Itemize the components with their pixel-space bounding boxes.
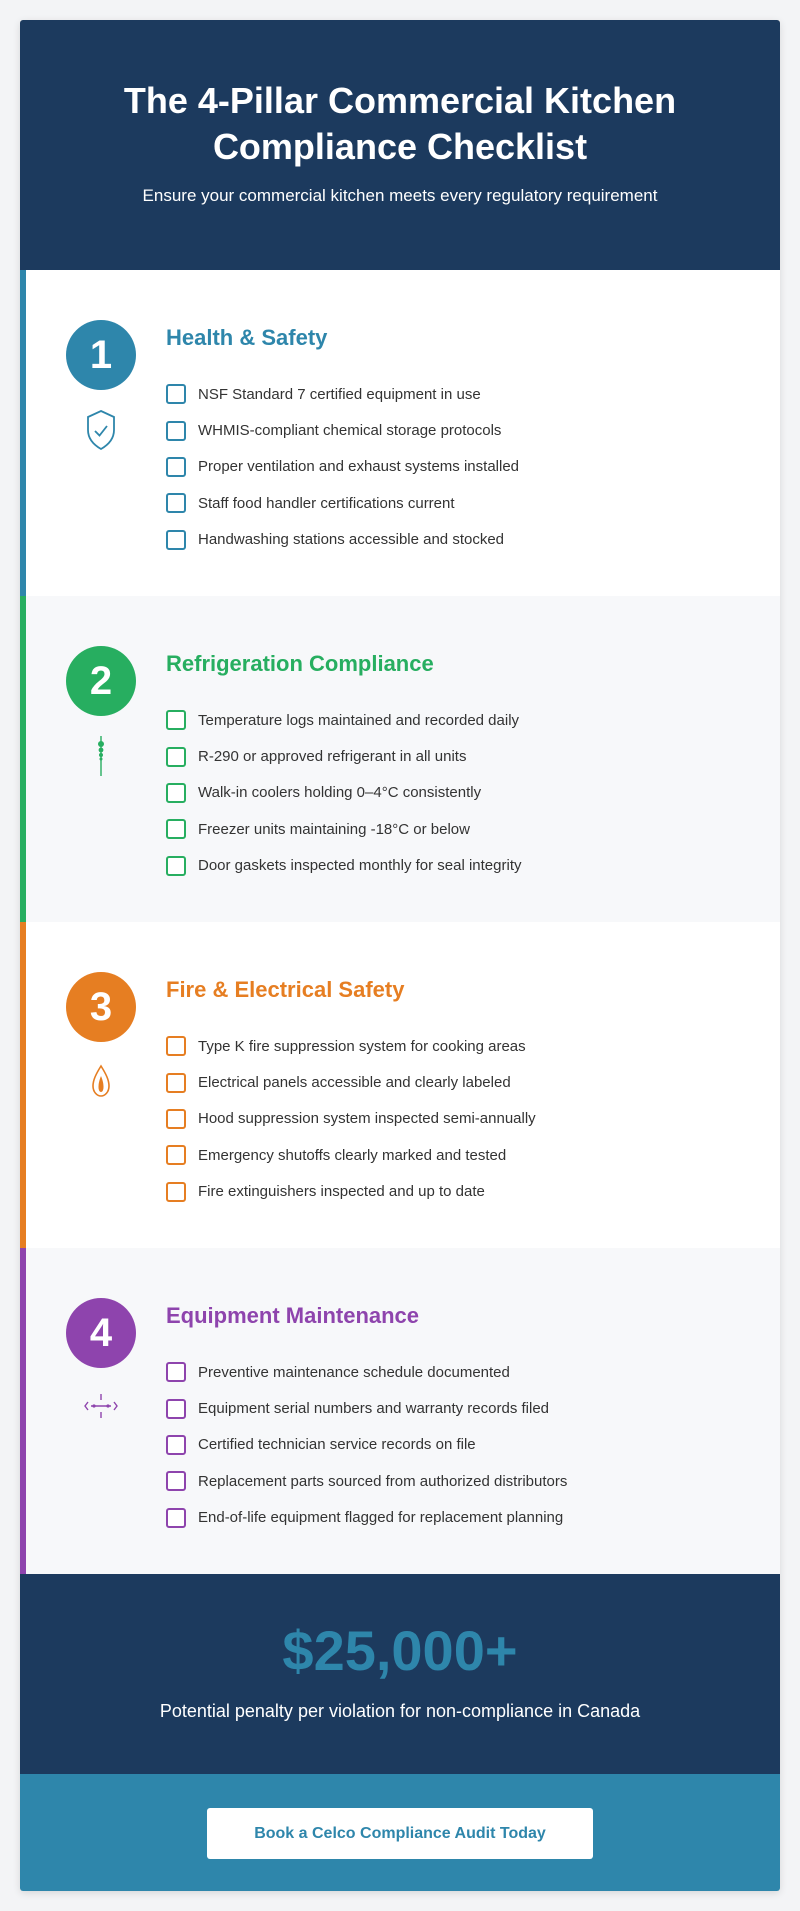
checklist-item-label: WHMIS-compliant chemical storage protocols <box>198 422 502 440</box>
checklist-item-label: Preventive maintenance schedule documented <box>198 1363 510 1381</box>
checkbox[interactable] <box>166 1109 186 1129</box>
checklist-item-label: NSF Standard 7 certified equipment in use <box>198 385 481 403</box>
checklist-item-label: Emergency shutoffs clearly marked and tested <box>198 1146 507 1164</box>
section-title: Equipment Maintenance <box>166 1303 420 1328</box>
section-number-badge: 4 <box>66 1298 136 1368</box>
section-number-badge: 3 <box>66 972 136 1042</box>
section-health-safety <box>20 270 780 596</box>
shield-check-icon <box>81 408 121 452</box>
section-equipment-maintenance <box>20 1248 780 1574</box>
checklist-item-label: Door gaskets inspected monthly for seal integrity <box>198 857 522 875</box>
section-refrigeration <box>20 596 780 922</box>
checkbox[interactable] <box>166 1182 186 1202</box>
checkbox[interactable] <box>166 819 186 839</box>
checklist-item <box>166 449 519 485</box>
checklist-item <box>166 738 522 774</box>
checklist <box>166 1354 567 1536</box>
checklist-item <box>166 1390 567 1426</box>
checklist-item <box>166 522 519 558</box>
section-title: Refrigeration Compliance <box>166 651 434 676</box>
checklist-item-label: Type K fire suppression system for cooking areas <box>198 1037 526 1055</box>
checkbox[interactable] <box>166 1435 186 1455</box>
checklist-card <box>20 20 780 1891</box>
checklist-item-label: End-of-life equipment flagged for replacement planning <box>198 1509 564 1527</box>
checklist-item-label: Temperature logs maintained and recorded daily <box>198 711 520 729</box>
checklist-item-label: Certified technician service records on file <box>198 1436 476 1454</box>
checkbox[interactable] <box>166 1145 186 1165</box>
checkbox[interactable] <box>166 457 186 477</box>
section-title: Health & Safety <box>166 325 328 350</box>
checklist-item <box>166 811 522 847</box>
thermometer-icon <box>81 734 121 778</box>
checklist-item-label: Electrical panels accessible and clearly labeled <box>198 1074 511 1092</box>
checklist-item <box>166 412 519 448</box>
checkbox[interactable] <box>166 1362 186 1382</box>
checklist-item-label: Walk-in coolers holding 0–4°C consistently <box>198 784 482 802</box>
checklist-item-label: Replacement parts sourced from authorized distributors <box>198 1472 568 1490</box>
wrench-icon <box>81 1386 121 1430</box>
penalty-description: Potential penalty per violation for non-compliance in Canada <box>159 1701 641 1721</box>
checklist-item-label: Freezer units maintaining -18°C or below <box>198 820 470 838</box>
penalty-amount: $25,000+ <box>282 1619 518 1682</box>
checkbox[interactable] <box>166 421 186 441</box>
checklist-item <box>166 702 522 738</box>
checklist-item <box>166 1427 567 1463</box>
section-fire-electrical <box>20 922 780 1248</box>
checklist-item <box>166 848 522 884</box>
checklist-item <box>166 1174 536 1210</box>
checklist <box>166 376 519 558</box>
checkbox[interactable] <box>166 1073 186 1093</box>
checklist-item-label: Staff food handler certifications current <box>198 494 455 512</box>
checkbox[interactable] <box>166 710 186 730</box>
checklist-item <box>166 1028 536 1064</box>
checklist-item-label: R-290 or approved refrigerant in all units <box>198 748 467 766</box>
checklist-item <box>166 1500 567 1536</box>
checkbox[interactable] <box>166 530 186 550</box>
checklist-item <box>166 1064 536 1100</box>
checkbox[interactable] <box>166 856 186 876</box>
book-audit-button[interactable]: Book a Celco Compliance Audit Today <box>207 1808 593 1859</box>
cta-banner <box>20 1774 780 1891</box>
checklist-item-label: Handwashing stations accessible and stocked <box>198 531 505 549</box>
checklist-item <box>166 1463 567 1499</box>
checkbox[interactable] <box>166 1399 186 1419</box>
header <box>20 20 780 270</box>
checklist-item-label: Hood suppression system inspected semi-annually <box>198 1110 536 1128</box>
checklist-item-label: Proper ventilation and exhaust systems installed <box>198 458 520 476</box>
checklist <box>166 1028 536 1210</box>
flame-icon <box>81 1060 121 1104</box>
checklist-item <box>166 485 519 521</box>
penalty-banner <box>20 1574 780 1774</box>
section-title: Fire & Electrical Safety <box>166 977 405 1002</box>
checklist-item-label: Equipment serial numbers and warranty records filed <box>198 1400 549 1418</box>
checklist-item <box>166 775 522 811</box>
checkbox[interactable] <box>166 1508 186 1528</box>
section-number-badge: 2 <box>66 646 136 716</box>
checklist-item <box>166 1101 536 1137</box>
checklist-item <box>166 1137 536 1173</box>
checklist-item-label: Fire extinguishers inspected and up to date <box>198 1183 485 1201</box>
checkbox[interactable] <box>166 384 186 404</box>
checkbox[interactable] <box>166 1471 186 1491</box>
page-subtitle: Ensure your commercial kitchen meets every regulatory requirement <box>142 186 658 205</box>
checkbox[interactable] <box>166 1036 186 1056</box>
checklist-item <box>166 376 519 412</box>
section-number-badge: 1 <box>66 320 136 390</box>
checklist-item <box>166 1354 567 1390</box>
page-title: The 4-Pillar Commercial Kitchen Compliance Checklist <box>123 80 677 167</box>
checklist <box>166 702 522 884</box>
checkbox[interactable] <box>166 493 186 513</box>
checkbox[interactable] <box>166 783 186 803</box>
checkbox[interactable] <box>166 747 186 767</box>
